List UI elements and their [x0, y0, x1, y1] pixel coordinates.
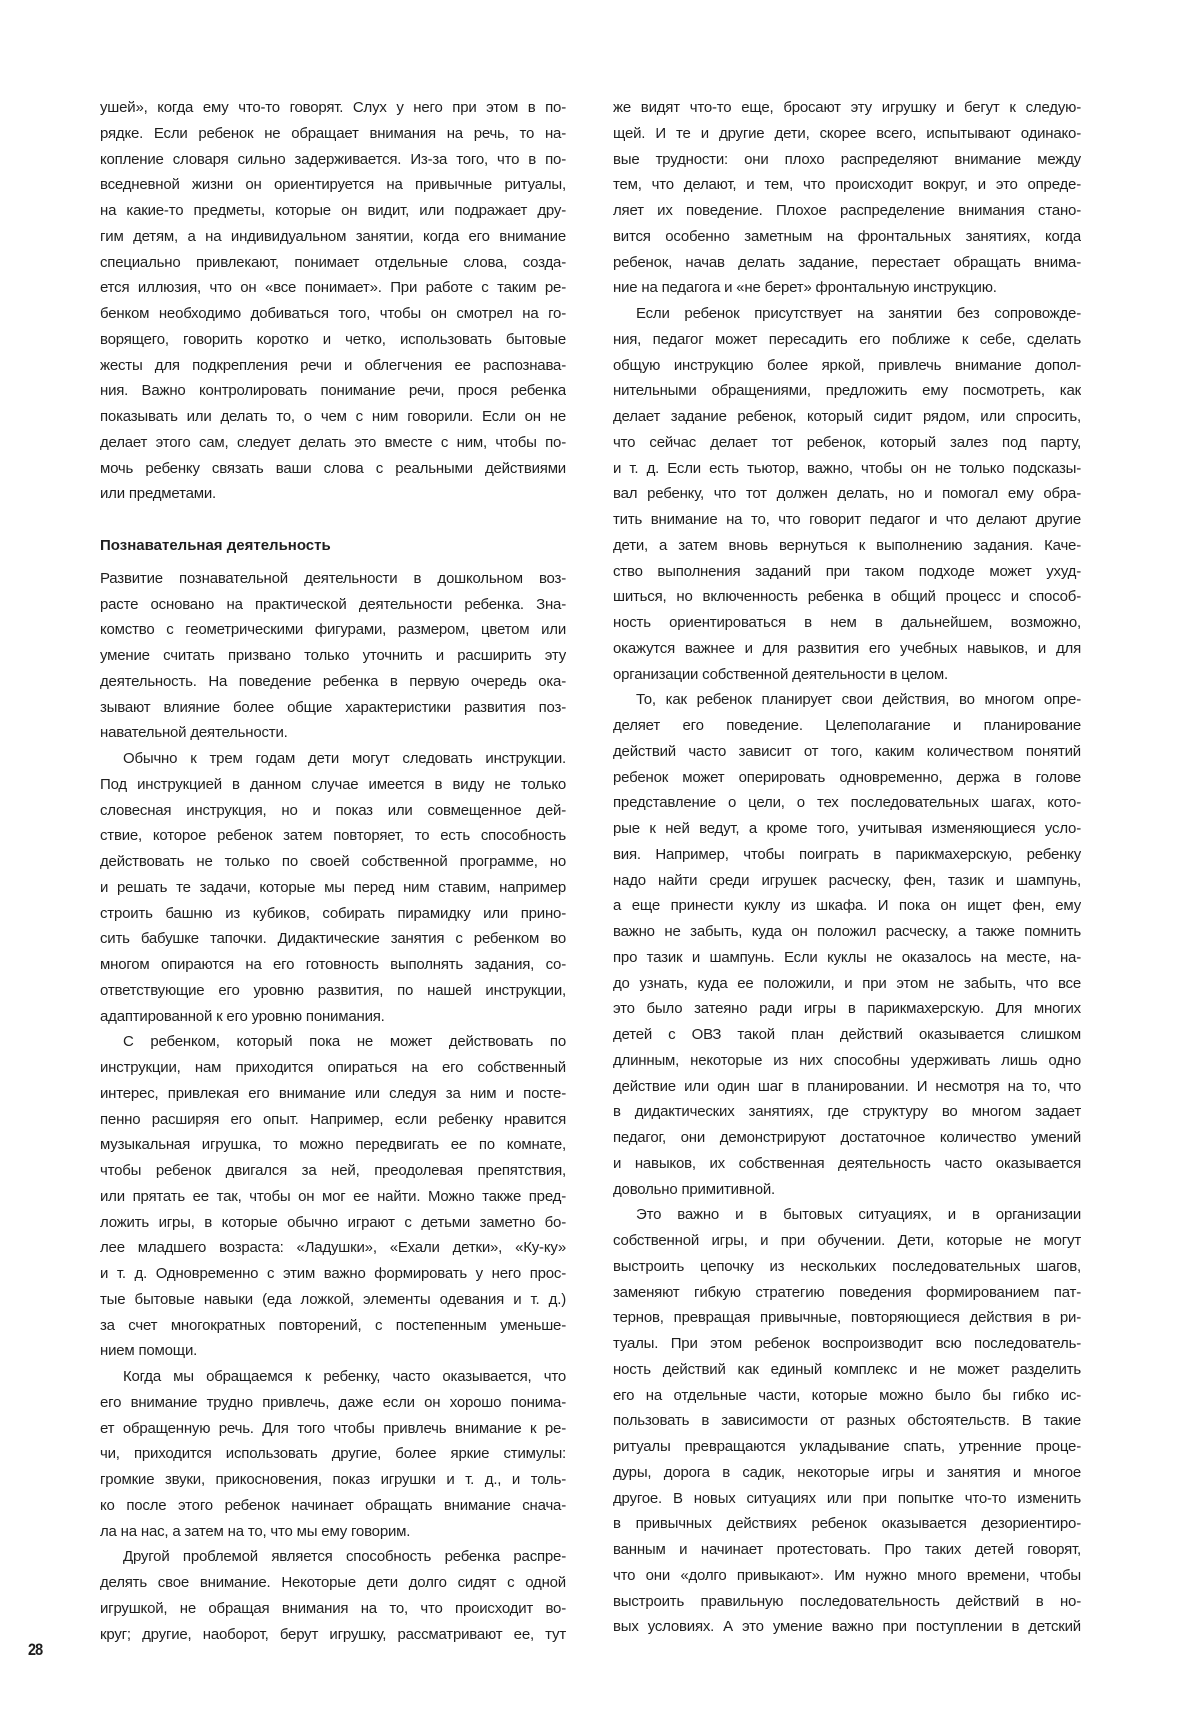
- paragraph: [100, 1364, 566, 1544]
- text-line: длинным, некоторые из них способны удерживать лишь одно: [613, 1051, 1081, 1069]
- text-line: или прятать ее так, чтобы он мог ее найти. Можно также пред-: [100, 1187, 566, 1205]
- text-line: ляет их поведение. Плохое распределение внимания стано-: [613, 202, 1081, 219]
- text-line: щей. И те и другие дети, скорее всего, испытывают одинако-: [613, 124, 1081, 142]
- page-number: 28: [28, 1640, 43, 1659]
- text-line: С ребенком, который пока не может действовать по: [123, 1033, 566, 1051]
- text-line: чтобы ребенок двигался за ней, преодолевая препятствия,: [100, 1162, 566, 1179]
- right-column: [613, 95, 1081, 1640]
- text-line: мочь ребенку связать ваши слова с реальными действиями: [100, 459, 566, 477]
- text-line: тернов, превращая привычные, повторяющиеся действия в ри-: [613, 1309, 1081, 1327]
- text-line: дуры, дорога в садик, некоторые игры и занятия и многое: [613, 1463, 1081, 1481]
- text-line: ния, педагог может пересадить его поближе к себе, сделать: [613, 330, 1081, 348]
- text-line: вится особенно заметным на фронтальных занятиях, когда: [613, 227, 1081, 245]
- text-line: надо найти среди игрушек расческу, фен, тазик и шампунь,: [613, 871, 1081, 889]
- text-line: на какие-то предметы, которые он видит, или подражает дру-: [100, 202, 566, 219]
- text-line: ушей», когда ему что-то говорят. Слух у него при этом в по-: [100, 99, 566, 116]
- paragraph: [100, 1029, 566, 1364]
- text-line: ложить игры, в которые обычно играют с детьми заметно бо-: [100, 1213, 566, 1231]
- text-line: делает этого сам, следует делать это вместе с ним, чтобы по-: [100, 433, 566, 451]
- text-line: ванным и начинает протестовать. Про таких детей говорят,: [613, 1541, 1081, 1558]
- paragraph: [100, 746, 566, 1029]
- text-line: ритуалы превращаются укладывание спать, утренние проце-: [613, 1438, 1081, 1455]
- paragraph: [613, 95, 1081, 301]
- text-line: делает задание ребенок, который сидит рядом, или спросить,: [613, 408, 1081, 425]
- text-line: лее младшего возраста: «Ладушки», «Ехали детки», «Ку-ку»: [100, 1239, 566, 1257]
- text-line: про тазик и шампунь. Если куклы не оказалось на месте, на-: [613, 948, 1081, 966]
- text-line: специально привлекают, понимает отдельные слова, созда-: [100, 253, 566, 271]
- text-line: зывают влияние более общие характеристики развития поз-: [100, 698, 566, 716]
- text-line: собственной игры, и при обучении. Дети, которые не могут: [613, 1232, 1081, 1249]
- text-line: рядке. Если ребенок не обращает внимания на речь, то на-: [100, 124, 566, 142]
- paragraph: [100, 566, 566, 746]
- text-line: организации собственной деятельности в целом.: [613, 665, 948, 683]
- paragraph: [613, 687, 1081, 1202]
- text-line: ворящего, говорить коротко и четко, использовать бытовые: [100, 330, 566, 348]
- text-line: и навыков, их собственная деятельность часто оказывается: [613, 1154, 1081, 1172]
- text-line: То, как ребенок планирует свои действия, во многом опре-: [636, 691, 1081, 709]
- text-line: громкие звуки, прикосновения, показ игрушки и т. д., и толь-: [100, 1471, 566, 1488]
- text-line: ность действий как единый комплекс и не может разделить: [613, 1360, 1081, 1378]
- text-line: ко после этого ребенок начинает обращать внимание снача-: [100, 1496, 566, 1514]
- text-line: это было затеяно ради игры в парикмахерскую. Для многих: [613, 1000, 1081, 1018]
- text-line: пользовать в зависимости от разных обстоятельств. В такие: [613, 1412, 1081, 1430]
- text-line: словесная инструкция, но и показ или совмещенное дей-: [100, 801, 566, 819]
- text-line: навательной деятельности.: [100, 724, 288, 742]
- text-line: детей с ОВЗ такой план действий оказывается слишком: [613, 1026, 1081, 1043]
- text-line: интерес, привлекая его внимание или следуя за ним и посте-: [100, 1084, 566, 1102]
- paragraph: [100, 95, 566, 507]
- text-line: Под инструкцией в данном случае имеется в виду не только: [100, 775, 566, 793]
- text-line: чи, приходится использовать другие, более яркие стимулы:: [100, 1445, 566, 1463]
- text-line: многом опираются на его готовность выполнять задания, со-: [100, 956, 566, 973]
- text-line: и т. д. Одновременно с этим важно формировать у него прос-: [100, 1265, 566, 1282]
- text-line: действие или один шаг в планировании. И несмотря на то, что: [613, 1077, 1081, 1095]
- text-line: вых условиях. А это умение важно при поступлении в детский: [613, 1618, 1081, 1636]
- text-line: Обычно к трем годам дети могут следовать инструкции.: [123, 750, 566, 767]
- text-line: тем, что делают, и тем, что происходит вокруг, и это опреде-: [613, 176, 1081, 194]
- text-line: его на отдельные части, которые можно было бы гибко ис-: [613, 1386, 1081, 1404]
- text-line: вал ребенку, что тот должен делать, но и помогал ему обра-: [613, 485, 1081, 503]
- text-line: тить внимание на то, что говорит педагог и что делают другие: [613, 511, 1081, 528]
- text-line: другое. В новых ситуациях или при попытке что-то изменить: [613, 1489, 1081, 1507]
- text-line: вые трудности: они плохо распределяют внимание между: [613, 150, 1081, 168]
- text-line: ответствующие его уровню развития, по нашей инструкции,: [100, 981, 566, 999]
- text-line: нительными обращениями, предложить ему посмотреть, как: [613, 382, 1081, 400]
- text-line: ние на педагога и «не берет» фронтальную инструкцию.: [613, 279, 997, 297]
- text-line: копление словаря сильно задерживается. Из-за того, что в по-: [100, 150, 566, 168]
- text-line: деятельность. На поведение ребенка в первую очередь ока-: [100, 672, 566, 690]
- text-line: довольно примитивной.: [613, 1180, 775, 1198]
- text-line: инструкции, нам приходится опираться на его собственный: [100, 1059, 566, 1076]
- text-line: ребенок может оперировать одновременно, держа в голове: [613, 768, 1081, 786]
- text-line: общую инструкцию более яркой, привлечь внимание допол-: [613, 356, 1081, 374]
- text-line: ется иллюзия, что он «все понимает». При работе с таким ре-: [100, 279, 566, 297]
- text-line: же видят что-то еще, бросают эту игрушку и бегут к следую-: [613, 99, 1081, 116]
- text-line: его внимание трудно привлечь, даже если он хорошо понима-: [100, 1393, 566, 1411]
- text-line: умение считать призвано только уточнить и расширить эту: [100, 647, 566, 664]
- text-line: а еще принести куклу из шкафа. И пока он ищет фен, ему: [613, 897, 1081, 915]
- paragraph: [613, 1202, 1081, 1640]
- text-line: педагог, они демонстрируют достаточное количество умений: [613, 1129, 1081, 1146]
- text-line: вседневной жизни он ориентируется на привычные ритуалы,: [100, 176, 566, 194]
- text-line: расте основано на практической деятельности ребенка. Зна-: [100, 595, 566, 613]
- text-line: что они «долго привыкают». Им нужно много времени, чтобы: [613, 1566, 1081, 1584]
- text-line: шиться, но включенность ребенка в общий процесс и способ-: [613, 588, 1081, 606]
- text-line: тые бытовые навыки (еда ложкой, элементы одевания и т. д.): [100, 1290, 566, 1308]
- text-line: что сейчас делает тот ребенок, который залез под парту,: [613, 433, 1081, 451]
- left-column: [100, 95, 566, 1647]
- text-line: жесты для подкрепления речи и облегчения ее распознава-: [100, 356, 566, 374]
- text-line: адаптированной к его уровню понимания.: [100, 1007, 385, 1025]
- text-line: туалы. При этом ребенок воспроизводит всю последователь-: [613, 1335, 1081, 1352]
- text-line: гим детям, а на индивидуальном занятии, когда его внимание: [100, 227, 566, 245]
- text-line: Когда мы обращаемся к ребенку, часто оказывается, что: [123, 1368, 566, 1385]
- text-line: в привычных действиях ребенок оказывается дезориентиро-: [613, 1515, 1081, 1533]
- text-line: деляет его поведение. Целеполагание и планирование: [613, 717, 1081, 734]
- section-heading: Познавательная деятельность: [100, 537, 331, 554]
- text-line: выстроить правильную последовательность действий в но-: [613, 1592, 1081, 1610]
- text-line: нием помощи.: [100, 1342, 198, 1360]
- text-line: окажутся важнее и для развития его учебных навыков, и для: [613, 639, 1081, 657]
- text-line: ет обращенную речь. Для того чтобы привлечь внимание к ре-: [100, 1419, 566, 1437]
- text-line: ство выполнения заданий при таком подходе может ухуд-: [613, 562, 1081, 580]
- text-line: бенком необходимо добиваться того, чтобы он смотрел на го-: [100, 305, 566, 322]
- text-line: ла на нас, а затем на то, что мы ему говорим.: [100, 1522, 411, 1540]
- text-line: в дидактических занятиях, где структуру во многом задает: [613, 1103, 1081, 1121]
- text-line: ствие, которое ребенок затем повторяет, то есть способность: [100, 827, 566, 845]
- text-line: за счет многократных повторений, с постепенным уменьше-: [100, 1316, 566, 1334]
- paragraph: [100, 1544, 566, 1647]
- text-line: выстроить цепочку из нескольких последовательных шагов,: [613, 1257, 1081, 1275]
- text-line: Если ребенок присутствует на занятии без сопровожде-: [636, 305, 1081, 322]
- text-line: до узнать, куда ее положили, и при этом не забыть, что все: [613, 974, 1081, 992]
- text-line: важно не забыть, куда он положил расческу, а также помнить: [613, 923, 1081, 940]
- text-line: Развитие познавательной деятельности в дошкольном воз-: [100, 569, 566, 587]
- text-line: музыкальная игрушка, то можно передвигать ее по комнате,: [100, 1136, 566, 1154]
- text-line: ребенок, начав делать задание, перестает обращать внима-: [613, 253, 1081, 271]
- text-line: круг; другие, наоборот, берут игрушку, рассматривают ее, тут: [100, 1625, 566, 1643]
- text-line: заменяют гибкую стратегию поведения формированием пат-: [613, 1283, 1081, 1301]
- text-line: действовать не только по своей собственной программе, но: [100, 853, 566, 870]
- text-line: сить бабушке тапочки. Дидактические занятия с ребенком во: [100, 930, 566, 948]
- text-line: ния. Важно контролировать понимание речи, прося ребенка: [100, 382, 566, 400]
- text-line: игрушкой, не обращая внимания на то, что происходит во-: [100, 1599, 566, 1617]
- text-line: пенно расширяя его опыт. Например, если ребенку нравится: [100, 1110, 566, 1128]
- text-line: Это важно и в бытовых ситуациях, и в организации: [636, 1206, 1081, 1224]
- text-line: или предметами.: [100, 485, 216, 503]
- paragraph: [613, 301, 1081, 687]
- text-line: дети, а затем вновь вернуться к выполнению задания. Каче-: [613, 536, 1081, 554]
- text-line: вия. Например, чтобы поиграть в парикмахерскую, ребенку: [613, 845, 1081, 863]
- text-line: действий часто зависит от того, каким количеством понятий: [613, 742, 1081, 760]
- text-line: ность ориентироваться в нем в дальнейшем, возможно,: [613, 614, 1081, 631]
- text-line: представление о цели, о тех последовательных шагах, кото-: [613, 794, 1081, 812]
- text-line: и решать те задачи, которые мы перед ним ставим, например: [100, 878, 566, 896]
- text-line: комство с геометрическими фигурами, размером, цветом или: [100, 621, 566, 639]
- text-line: делять свое внимание. Некоторые дети долго сидят с одной: [100, 1574, 566, 1591]
- text-line: показывать или делать то, о чем с ним говорили. Если он не: [100, 408, 566, 425]
- text-line: Другой проблемой является способность ребенка распре-: [123, 1548, 566, 1566]
- text-line: строить башню из кубиков, собирать пирамидку или прино-: [100, 904, 566, 922]
- text-line: рые к ней ведут, а кроме того, учитывая изменяющиеся усло-: [613, 820, 1081, 837]
- text-line: и т. д. Если есть тьютор, важно, чтобы он не только подсказы-: [613, 459, 1081, 477]
